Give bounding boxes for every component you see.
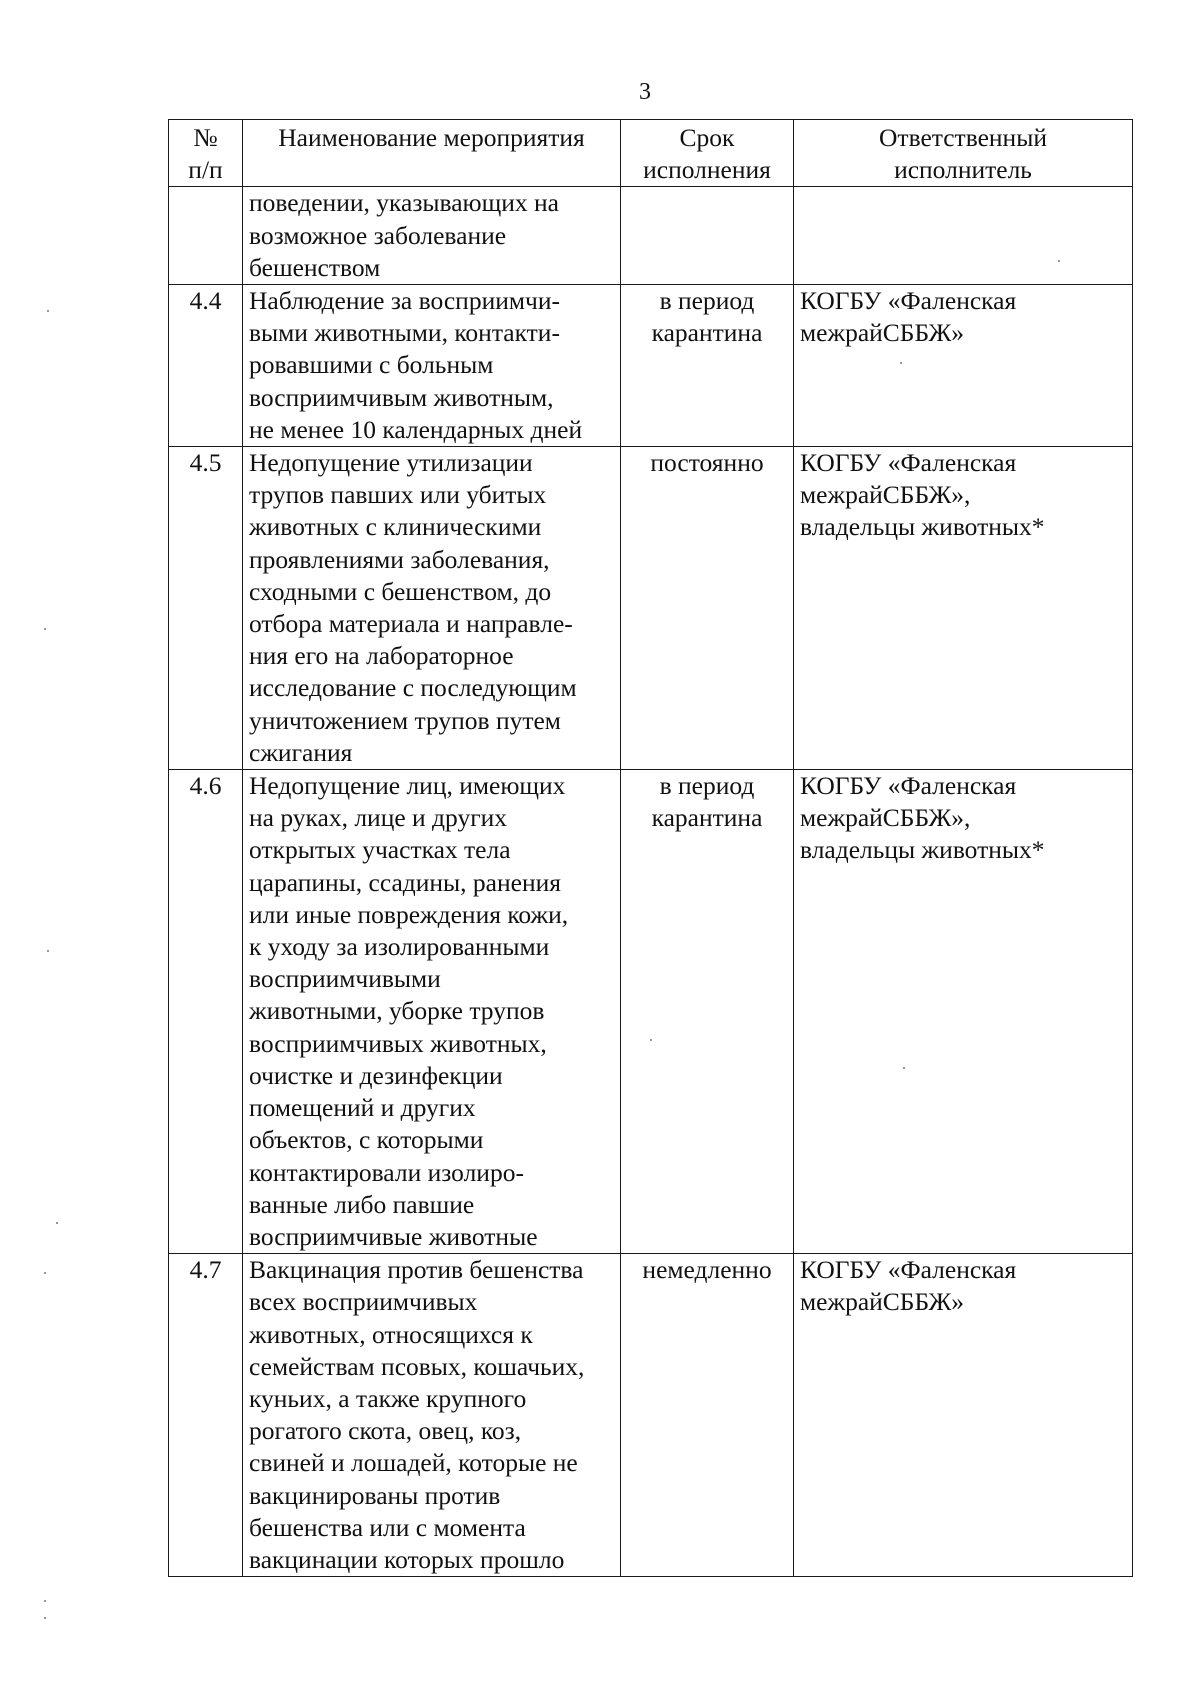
measure-name-line: вакцинации которых прошло — [249, 1544, 565, 1574]
measure-name-line: открытых участках тела — [249, 835, 511, 865]
scan-speck — [650, 1039, 652, 1041]
table-row — [169, 1254, 1133, 1577]
responsible-executor — [794, 770, 1133, 1254]
measure-name-line: ровавшими с больным — [249, 350, 494, 380]
row-number — [169, 187, 243, 285]
responsible-executor-line: КОГБУ «Фаленская — [800, 1255, 1017, 1285]
responsible-executor — [794, 187, 1133, 285]
scan-speck — [44, 1272, 46, 1274]
execution-term — [621, 1254, 794, 1577]
execution-term-line: в период — [659, 286, 755, 316]
measure-name-line: восприимчивым животным, — [249, 382, 554, 412]
measure-name-line: сжигания — [249, 737, 353, 767]
row-number: 4.7 — [169, 1254, 243, 1577]
header-num-line: п/п — [188, 155, 223, 185]
measure-name-line: ния его на лабораторное — [249, 641, 514, 671]
row-number: 4.4 — [169, 285, 243, 447]
scan-speck — [56, 1222, 58, 1224]
measure-name-line: помещений и других — [249, 1093, 476, 1123]
row-number: 4.6 — [169, 770, 243, 1254]
header-name-line: Наименование мероприятия — [278, 123, 585, 152]
measure-name-line: ванные либо павшие — [249, 1189, 475, 1219]
table-header — [169, 120, 1133, 187]
table-row — [169, 770, 1133, 1254]
header-name — [243, 120, 621, 187]
measure-name-line: проявлениями заболевания, — [249, 544, 550, 574]
responsible-executor-line: владельцы животных* — [800, 512, 1045, 542]
measures-table — [168, 119, 1133, 1577]
header-responsible — [794, 120, 1133, 187]
scan-speck — [903, 1067, 905, 1069]
execution-term — [621, 447, 794, 770]
responsible-executor — [794, 1254, 1133, 1577]
measure-name — [243, 187, 621, 285]
header-responsible-line: Ответственный — [879, 123, 1047, 152]
table-row — [169, 447, 1133, 770]
measure-name-line: трупов павших или убитых — [249, 480, 547, 510]
responsible-executor — [794, 285, 1133, 447]
responsible-executor-line: КОГБУ «Фаленская — [800, 448, 1017, 478]
execution-term — [621, 285, 794, 447]
scan-speck — [900, 362, 902, 364]
responsible-executor-line: КОГБУ «Фаленская — [800, 286, 1017, 316]
row-number: 4.5 — [169, 447, 243, 770]
measure-name-line: свиней и лошадей, которые не — [249, 1448, 578, 1478]
scan-speck — [1058, 260, 1060, 262]
execution-term — [621, 770, 794, 1254]
scan-speck — [44, 628, 46, 630]
header-responsible-line: исполнитель — [894, 155, 1032, 185]
measure-name-line: царапины, ссадины, ранения — [249, 867, 561, 897]
measure-name-line: на руках, лице и других — [249, 803, 508, 833]
scan-speck — [44, 1617, 46, 1619]
execution-term-line: в период — [659, 771, 755, 801]
measure-name-line: восприимчивыми — [249, 964, 441, 994]
measure-name-line: животных, относящихся к — [249, 1319, 533, 1349]
measure-name-line: Вакцинация против бешенства — [249, 1255, 584, 1285]
measure-name-line: поведении, указывающих на — [249, 188, 559, 218]
measure-name-line: Недопущение утилизации — [249, 448, 533, 478]
measure-name-line: всех восприимчивых — [249, 1287, 478, 1317]
responsible-executor-line: межрайСББЖ» — [800, 1287, 965, 1317]
page-number: 3 — [639, 79, 651, 105]
measure-name-line: очистке и дезинфекции — [249, 1060, 503, 1090]
measure-name-line: бешенства или с момента — [249, 1512, 526, 1542]
responsible-executor-line: межрайСББЖ», — [800, 803, 971, 833]
execution-term-line: карантина — [651, 803, 763, 833]
measure-name-line: животных с клиническими — [249, 512, 542, 542]
measure-name — [243, 770, 621, 1254]
responsible-executor-line: межрайСББЖ», — [800, 480, 971, 510]
measure-name-line: отбора материала и направле- — [249, 609, 573, 639]
table-row — [169, 187, 1133, 285]
execution-term-line: карантина — [651, 318, 763, 348]
measure-name-line: животными, уборке трупов — [249, 996, 545, 1026]
measure-name-line: к уходу за изолированными — [249, 932, 550, 962]
header-term — [621, 120, 794, 187]
responsible-executor-line: межрайСББЖ» — [800, 318, 965, 348]
measure-name-line: уничтожением трупов путем — [249, 705, 561, 735]
responsible-executor — [794, 447, 1133, 770]
measure-name-line: исследование с последующим — [249, 673, 577, 703]
scan-speck — [44, 1600, 46, 1602]
measure-name-line: выми животными, контакти- — [249, 318, 560, 348]
responsible-executor-line: КОГБУ «Фаленская — [800, 771, 1017, 801]
header-term-line: исполнения — [643, 155, 771, 185]
scan-speck — [47, 310, 49, 312]
measure-name-line: рогатого скота, овец, коз, — [249, 1416, 522, 1446]
measure-name-line: не менее 10 календарных дней — [249, 414, 583, 444]
execution-term-line: немедленно — [642, 1255, 772, 1285]
measure-name-line: контактировали изолиро- — [249, 1157, 524, 1187]
measure-name-line: бешенством — [249, 252, 381, 282]
measure-name — [243, 285, 621, 447]
measure-name-line: восприимчивые животные — [249, 1221, 538, 1251]
header-num-line: № — [193, 123, 218, 152]
table-body — [169, 187, 1133, 1577]
responsible-executor-line: владельцы животных* — [800, 835, 1045, 865]
measure-name-line: Недопущение лиц, имеющих — [249, 771, 566, 801]
measure-name-line: или иные повреждения кожи, — [249, 899, 569, 929]
measure-name — [243, 447, 621, 770]
measure-name-line: Наблюдение за восприимчи- — [249, 286, 560, 316]
header-term-line: Срок — [679, 123, 735, 152]
measure-name-line: восприимчивых животных, — [249, 1028, 547, 1058]
header-num — [169, 120, 243, 187]
measure-name-line: вакцинированы против — [249, 1480, 501, 1510]
measure-name-line: семействам псовых, кошачьих, — [249, 1351, 585, 1381]
scan-speck — [47, 950, 49, 952]
table-row — [169, 285, 1133, 447]
execution-term — [621, 187, 794, 285]
measure-name-line: объектов, с которыми — [249, 1125, 484, 1155]
execution-term-line: постоянно — [650, 448, 764, 478]
header-row — [169, 120, 1133, 187]
measure-name-line: куньих, а также крупного — [249, 1383, 527, 1413]
measure-name-line: возможное заболевание — [249, 220, 507, 250]
measure-name — [243, 1254, 621, 1577]
measure-name-line: сходными с бешенством, до — [249, 576, 552, 606]
